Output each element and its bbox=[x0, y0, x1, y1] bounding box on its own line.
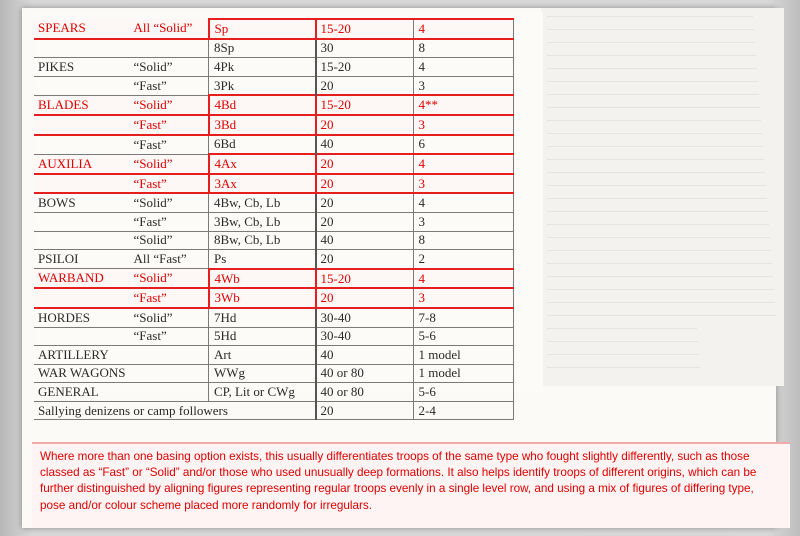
class-cell bbox=[130, 364, 209, 383]
figures-cell: 4 bbox=[413, 193, 513, 212]
troop-type-cell: PSILOI bbox=[34, 250, 130, 269]
faded-line bbox=[547, 263, 772, 264]
troop-type-cell bbox=[34, 288, 130, 308]
troop-type-cell: WAR WAGONS bbox=[34, 364, 130, 383]
element-cell: 3Wb bbox=[209, 288, 316, 308]
faded-line bbox=[547, 120, 761, 121]
faded-line bbox=[547, 185, 766, 186]
frontage-cell: 40 or 80 bbox=[316, 383, 414, 402]
faded-line bbox=[547, 198, 767, 199]
faded-line bbox=[547, 146, 763, 147]
frontage-cell: 20 bbox=[316, 288, 414, 308]
class-cell: All “Solid” bbox=[130, 19, 209, 39]
figures-cell: 5-6 bbox=[413, 383, 513, 402]
element-cell: 4Pk bbox=[209, 58, 316, 77]
troop-type-cell: SPEARS bbox=[34, 19, 130, 39]
frontage-cell: 40 or 80 bbox=[316, 364, 414, 383]
faded-line bbox=[547, 29, 754, 30]
table-row bbox=[34, 327, 513, 346]
figures-cell: 6 bbox=[413, 135, 513, 155]
troop-type-cell bbox=[34, 327, 130, 346]
class-cell: “Solid” bbox=[130, 269, 209, 289]
frontage-cell: 15-20 bbox=[316, 19, 414, 39]
table-row bbox=[34, 95, 513, 115]
faded-text-column bbox=[541, 8, 784, 386]
faded-line bbox=[547, 224, 769, 225]
table-row bbox=[34, 269, 513, 289]
frontage-cell: 20 bbox=[316, 76, 414, 95]
figures-cell: 4 bbox=[413, 58, 513, 77]
figures-cell: 3 bbox=[413, 288, 513, 308]
figures-cell: 4 bbox=[413, 19, 513, 39]
faded-line bbox=[547, 16, 753, 17]
troop-type-cell bbox=[34, 115, 130, 135]
element-cell: 4Wb bbox=[209, 269, 316, 289]
element-cell: 3Bd bbox=[209, 115, 316, 135]
faded-line bbox=[547, 55, 756, 56]
element-cell: 4Ax bbox=[209, 154, 316, 174]
faded-line bbox=[547, 133, 762, 134]
faded-line bbox=[547, 81, 758, 82]
element-cell: 7Hd bbox=[209, 308, 316, 327]
table-row bbox=[34, 154, 513, 174]
class-cell: “Fast” bbox=[130, 76, 209, 95]
troop-type-cell bbox=[34, 39, 130, 58]
faded-line bbox=[547, 328, 697, 329]
figures-cell: 7-8 bbox=[413, 308, 513, 327]
element-cell: 6Bd bbox=[209, 135, 316, 155]
frontage-cell: 15-20 bbox=[316, 269, 414, 289]
faded-line bbox=[547, 107, 760, 108]
troop-type-cell: AUXILIA bbox=[34, 154, 130, 174]
element-cell: 3Bw, Cb, Lb bbox=[209, 212, 316, 231]
figures-cell: 1 model bbox=[413, 346, 513, 365]
class-cell: “Solid” bbox=[130, 231, 209, 250]
troop-type-cell bbox=[34, 76, 130, 95]
troop-type-cell: PIKES bbox=[34, 58, 130, 77]
figures-cell: 5-6 bbox=[413, 327, 513, 346]
faded-line bbox=[547, 367, 700, 368]
note-box bbox=[32, 442, 790, 528]
frontage-cell: 20 bbox=[316, 401, 414, 420]
faded-line bbox=[547, 354, 699, 355]
faded-line bbox=[547, 172, 765, 173]
frontage-cell: 20 bbox=[316, 115, 414, 135]
class-cell: “Fast” bbox=[130, 288, 209, 308]
frontage-cell: 20 bbox=[316, 212, 414, 231]
faded-line bbox=[547, 302, 775, 303]
table-row bbox=[34, 115, 513, 135]
class-cell: “Solid” bbox=[130, 58, 209, 77]
faded-line bbox=[547, 159, 764, 160]
troop-type-cell: GENERAL bbox=[34, 383, 130, 402]
class-cell: “Fast” bbox=[130, 174, 209, 194]
faded-line bbox=[547, 237, 770, 238]
frontage-cell: 40 bbox=[316, 135, 414, 155]
faded-line bbox=[547, 276, 773, 277]
note-text: Where more than one basing option exists, this usually differentiates troops of the same type who fought slightly differently, such as those classed as “Fast” or “Solid” and/or those who used unusually deep formations. It also helps identify troops of different origins, which can be further distinguished by aligning figures representing regular troops evenly in a single level row, and using a mix of figures of differing type, pose and/or colour scheme placed more randomly for irregulars. bbox=[40, 450, 757, 512]
element-cell: 8Sp bbox=[209, 39, 316, 58]
faded-line bbox=[547, 289, 774, 290]
faded-line bbox=[547, 211, 768, 212]
frontage-cell: 15-20 bbox=[316, 58, 414, 77]
table-row bbox=[34, 364, 513, 383]
figures-cell: 3 bbox=[413, 76, 513, 95]
table-row bbox=[34, 308, 513, 327]
figures-cell: 3 bbox=[413, 212, 513, 231]
scanned-page bbox=[22, 8, 776, 528]
troop-type-cell: WARBAND bbox=[34, 269, 130, 289]
class-cell: “Fast” bbox=[130, 327, 209, 346]
troop-type-cell bbox=[34, 212, 130, 231]
class-cell bbox=[130, 346, 209, 365]
figures-cell: 4 bbox=[413, 269, 513, 289]
frontage-cell: 30-40 bbox=[316, 327, 414, 346]
table-row bbox=[34, 76, 513, 95]
faded-line bbox=[547, 94, 759, 95]
faded-line bbox=[547, 341, 698, 342]
class-cell: “Fast” bbox=[130, 135, 209, 155]
figures-cell: 2 bbox=[413, 250, 513, 269]
class-cell: All “Fast” bbox=[130, 250, 209, 269]
basing-table bbox=[34, 18, 514, 420]
frontage-cell: 15-20 bbox=[316, 95, 414, 115]
figures-cell: 3 bbox=[413, 115, 513, 135]
frontage-cell: 20 bbox=[316, 174, 414, 194]
troop-type-cell: ARTILLERY bbox=[34, 346, 130, 365]
class-cell bbox=[130, 39, 209, 58]
figures-cell: 2-4 bbox=[413, 401, 513, 420]
element-cell: WWg bbox=[209, 364, 316, 383]
table-row bbox=[34, 58, 513, 77]
element-cell: 4Bd bbox=[209, 95, 316, 115]
class-cell bbox=[130, 383, 209, 402]
table-row bbox=[34, 231, 513, 250]
element-cell: Ps bbox=[209, 250, 316, 269]
element-cell: 3Pk bbox=[209, 76, 316, 95]
troop-type-cell: HORDES bbox=[34, 308, 130, 327]
faded-line bbox=[547, 42, 755, 43]
element-cell: 3Ax bbox=[209, 174, 316, 194]
frontage-cell: 30-40 bbox=[316, 308, 414, 327]
class-cell: “Solid” bbox=[130, 154, 209, 174]
troop-type-cell bbox=[34, 174, 130, 194]
frontage-cell: 40 bbox=[316, 346, 414, 365]
table-row bbox=[34, 135, 513, 155]
element-cell: Sp bbox=[209, 19, 316, 39]
frontage-cell: 20 bbox=[316, 250, 414, 269]
table-row bbox=[34, 383, 513, 402]
troop-type-cell: BLADES bbox=[34, 95, 130, 115]
frontage-cell: 20 bbox=[316, 193, 414, 212]
class-cell: “Fast” bbox=[130, 212, 209, 231]
figures-cell: 8 bbox=[413, 231, 513, 250]
figures-cell: 8 bbox=[413, 39, 513, 58]
table-row bbox=[34, 174, 513, 194]
faded-line bbox=[547, 315, 776, 316]
element-cell: Art bbox=[209, 346, 316, 365]
element-cell: CP, Lit or CWg bbox=[209, 383, 316, 402]
figures-cell: 1 model bbox=[413, 364, 513, 383]
figures-cell: 4** bbox=[413, 95, 513, 115]
frontage-cell: 40 bbox=[316, 231, 414, 250]
basing-table-container bbox=[34, 12, 543, 418]
troop-type-cell: BOWS bbox=[34, 193, 130, 212]
faded-line bbox=[547, 68, 757, 69]
figures-cell: 3 bbox=[413, 174, 513, 194]
frontage-cell: 20 bbox=[316, 154, 414, 174]
table-row bbox=[34, 39, 513, 58]
troop-type-cell bbox=[34, 135, 130, 155]
troop-type-cell bbox=[34, 231, 130, 250]
element-cell: 8Bw, Cb, Lb bbox=[209, 231, 316, 250]
faded-line bbox=[547, 250, 771, 251]
table-row bbox=[34, 288, 513, 308]
table-row bbox=[34, 193, 513, 212]
table-row bbox=[34, 250, 513, 269]
class-cell: “Solid” bbox=[130, 193, 209, 212]
troop-type-cell: Sallying denizens or camp followers bbox=[34, 401, 316, 420]
table-row bbox=[34, 346, 513, 365]
figures-cell: 4 bbox=[413, 154, 513, 174]
frontage-cell: 30 bbox=[316, 39, 414, 58]
element-cell: 5Hd bbox=[209, 327, 316, 346]
class-cell: “Solid” bbox=[130, 95, 209, 115]
table-row bbox=[34, 401, 513, 420]
table-row bbox=[34, 19, 513, 39]
class-cell: “Solid” bbox=[130, 308, 209, 327]
class-cell: “Fast” bbox=[130, 115, 209, 135]
table-row bbox=[34, 212, 513, 231]
element-cell: 4Bw, Cb, Lb bbox=[209, 193, 316, 212]
